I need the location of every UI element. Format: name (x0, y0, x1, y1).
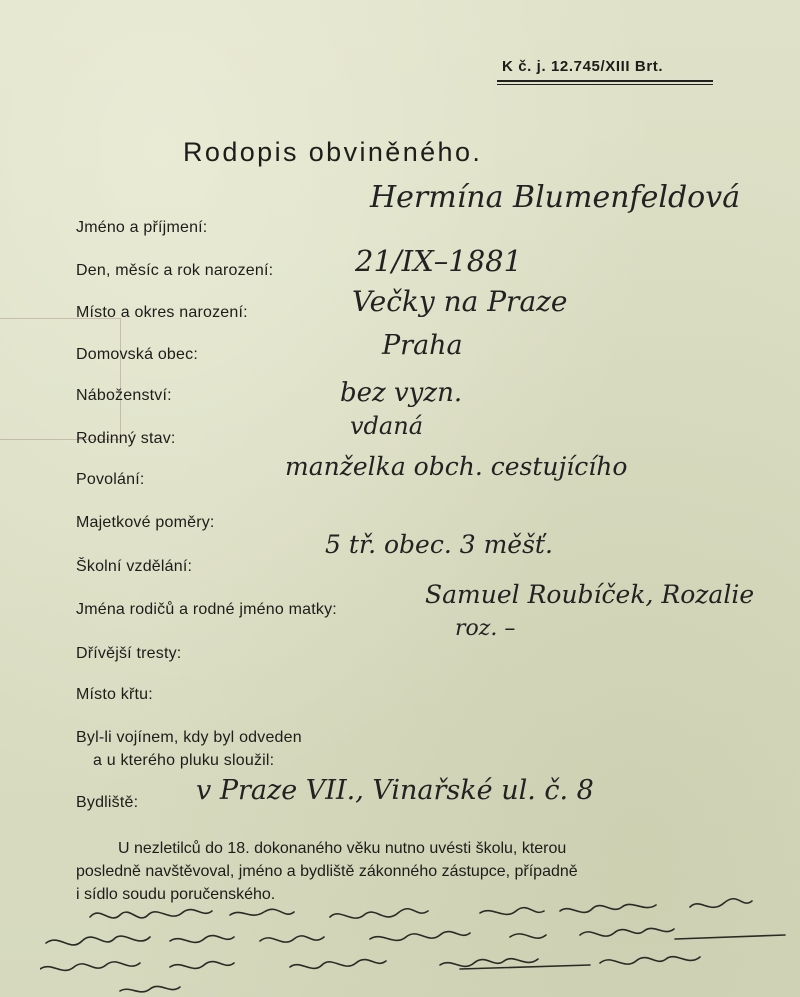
value-birth-date: 21/IX–1881 (355, 244, 523, 278)
label-baptism-place: Místo křtu: (76, 686, 153, 703)
faded-stamp-mark (0, 318, 121, 440)
reference-underline-thin (497, 84, 713, 85)
footnote-line-3: i sídlo soudu poručenského. (76, 886, 276, 903)
value-occupation: manželka obch. cestujícího (285, 452, 628, 481)
label-parents: Jména rodičů a rodné jméno matky: (76, 601, 337, 618)
label-previous-convictions: Dřívější tresty: (76, 645, 182, 662)
reference-number: K č. j. 12.745/XIII Brt. (502, 58, 664, 75)
value-residence: v Praze VII., Vinařské ul. č. 8 (196, 775, 594, 806)
label-religion: Náboženství: (76, 387, 172, 404)
label-birth-date: Den, měsíc a rok narození: (76, 262, 274, 279)
label-marital-status: Rodinný stav: (76, 430, 176, 447)
label-military-regiment: a u kterého pluku sloužil: (93, 752, 275, 769)
value-religion: bez vyzn. (340, 378, 463, 408)
label-name: Jméno a příjmení: (76, 219, 208, 236)
handwritten-note-scribble (40, 895, 800, 997)
label-birth-place: Místo a okres narození: (76, 304, 248, 321)
document-title: Rodopis obviněného. (183, 137, 483, 167)
label-occupation: Povolání: (76, 471, 145, 488)
footnote-line-2: posledně navštěvoval, jméno a bydliště zákonného zástupce, případně (76, 863, 578, 880)
value-marital-status: vdaná (350, 412, 423, 440)
value-mother-maiden-name: roz. – (455, 616, 516, 641)
label-military: Byl-li vojínem, kdy byl odveden (76, 729, 302, 746)
label-home-municipality: Domovská obec: (76, 346, 198, 363)
footnote-line-1: U nezletilců do 18. dokonaného věku nutno uvésti školu, kterou (118, 840, 567, 857)
label-property: Majetkové poměry: (76, 514, 215, 531)
value-education: 5 tř. obec. 3 měšť. (325, 530, 553, 559)
reference-underline (497, 80, 713, 82)
value-parents: Samuel Roubíček, Rozalie (425, 580, 755, 609)
value-birth-place: Večky na Praze (352, 285, 568, 318)
label-residence: Bydliště: (76, 794, 139, 811)
value-home-municipality: Praha (382, 330, 463, 361)
label-education: Školní vzdělání: (76, 558, 193, 575)
value-name: Hermína Blumenfeldová (370, 180, 741, 215)
